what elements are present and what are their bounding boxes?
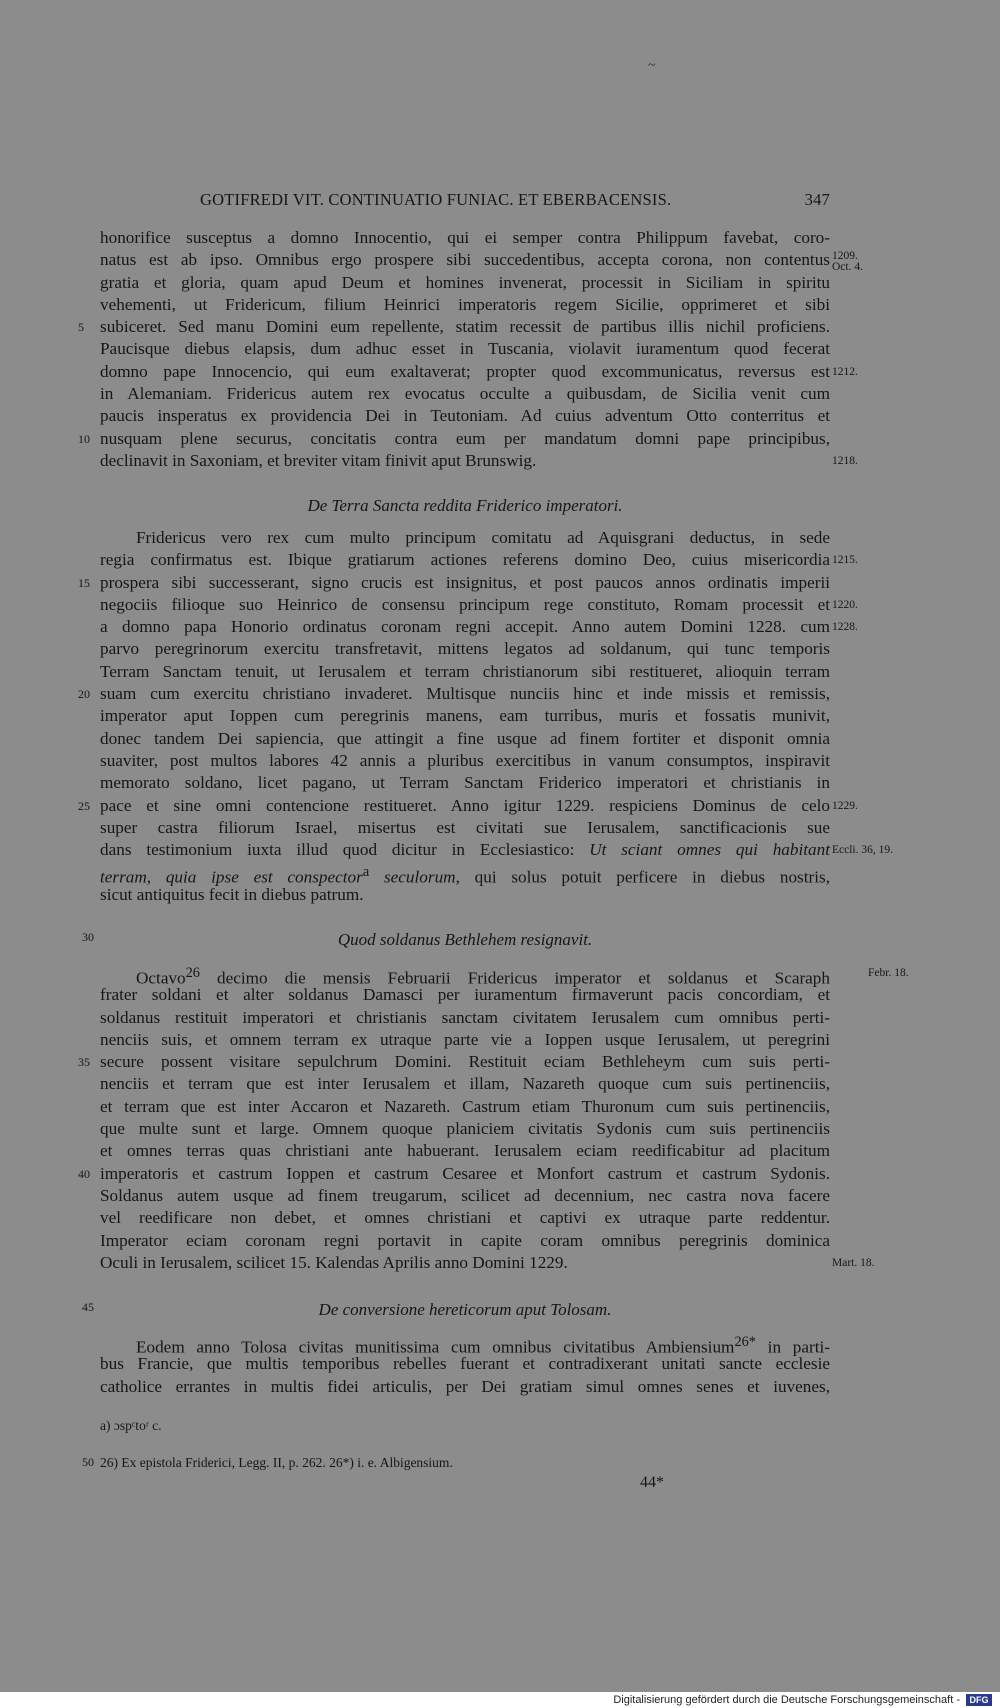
text-segment: dans testimonium iuxta illud quod dicitur in Ecclesiastico: <box>100 840 590 860</box>
footnote-marker: 26* <box>734 1334 756 1350</box>
text-line <box>100 1331 831 1357</box>
text-line <box>100 272 830 294</box>
text-segment: declinavit in Saxoniam, et breviter vitam finivit aput Brunswig. <box>100 450 537 470</box>
text-segment: secure possent visitare sepulchrum Domini. Restituit eciam Bethleheym cum suis perti- <box>100 1052 830 1072</box>
text-line <box>100 594 858 616</box>
text-segment: nusquam plene securus, concitatis contra eum per mandatum domni pape principibus, <box>100 428 830 448</box>
text-segment: negociis filioque suo Heinrico de consensu principum rege constituto, Romam processit et <box>100 594 830 614</box>
text-segment: memorato soldano, licet pagano, ut Terram Sanctam Friderico imperatori et christianis in <box>100 773 830 793</box>
text-line <box>100 450 858 472</box>
text-line <box>100 705 830 727</box>
text-segment: suam cum exercitu christiano invaderet. Multisque nunciis hinc et inde missis et remissis, <box>100 684 830 704</box>
italic-text: seculorum <box>369 868 456 888</box>
text-line <box>100 294 830 316</box>
text-segment: nenciis suis, et omnem terram ex utraque parte vie a Ioppen usque Ierusalem, ut peregrini <box>100 1029 830 1049</box>
text-line <box>100 1140 830 1162</box>
italic-text: terram, quia ipse est conspector <box>100 868 363 888</box>
text-line <box>100 861 830 888</box>
text-segment: natus est ab ipso. Omnibus ergo prospere sibi succedentibus, accepta corona, non contentus <box>100 250 830 270</box>
text-segment: Fridericus vero rex cum multo principum comitatu ad Aquisgrani deductus, in sede <box>136 528 830 547</box>
text-line <box>78 572 830 594</box>
line-number: 30 <box>82 930 94 944</box>
paragraph-1 <box>78 227 863 472</box>
line-number: 35 <box>78 1055 90 1070</box>
text-line <box>78 1051 830 1073</box>
footer-credit[interactable]: Digitalisierung gefördert durch die Deutsche Forschungsgemeinschaft - <box>613 1694 960 1706</box>
text-segment: frater soldani et alter soldanus Damasci per iuramentum firmaverunt pacis concordiam, et <box>100 985 830 1005</box>
text-segment: Paucisque diebus elapsis, dum adhuc esset in Tuscania, violavit iuramentum quod fecerat <box>100 339 830 359</box>
text-line <box>100 661 830 683</box>
text-line <box>78 795 858 817</box>
text-line <box>100 984 830 1006</box>
text-line <box>100 616 858 638</box>
text-segment: imperator aput Ioppen cum peregrinis manens, eam turribus, muris et fossatis munivit, <box>100 706 830 726</box>
text-segment: a domno papa Honorio ordinatus coronam regni accepit. Anno autem Domini 1228. cum <box>100 617 830 637</box>
text-segment: et terram que est inter Accaron et Nazareth. Castrum etiam Thuronum cum suis pertinenciis, <box>100 1096 830 1116</box>
text-segment: donec tandem Dei sapiencia, que attingit a fine usque ad finem fortiter et disponit omnia <box>100 728 830 748</box>
footnote-text: 26) Ex epistola Friderici, Legg. II, p. 262. 26*) i. e. Albigensium. <box>100 1455 453 1470</box>
heading-soldanus <box>82 930 830 950</box>
text-line <box>100 527 830 549</box>
text-line <box>100 962 909 988</box>
text-line <box>100 227 830 249</box>
text-segment: subiceret. Sed manu Domini eum repellente, statim recessit de partibus illis nichil proficiens. <box>100 317 830 337</box>
text-line <box>78 683 830 705</box>
line-number: 15 <box>78 575 90 590</box>
text-line <box>78 316 830 338</box>
footnote-marker: a <box>362 864 370 881</box>
line-number: 50 <box>82 1455 94 1469</box>
text-segment: que multe sunt et large. Omnem quoque planiciem civitatis Sydonis cum suis pertinenciis <box>100 1119 830 1139</box>
text-line <box>100 1029 830 1051</box>
text-segment: catholice errantes in multis fidei articulis, per Dei gratiam simul omnes senes et iuvenes, <box>100 1376 830 1396</box>
text-line <box>100 839 893 861</box>
text-line <box>100 1096 830 1118</box>
text-line <box>100 1007 830 1029</box>
text-segment: gratia et gloria, quam apud Deum et homines invenerat, processit in Siciliam in spiritu <box>100 272 830 292</box>
text-segment: Imperator eciam coronam regni portavit in capite coram omnibus peregrinis dominica <box>100 1230 830 1250</box>
text-line <box>100 383 830 405</box>
text-line <box>78 428 830 450</box>
text-line <box>100 638 830 660</box>
text-line <box>100 249 863 274</box>
text-segment: pace et sine omni contencione restitueret. Anno igitur 1229. respiciens Dominus de celo <box>100 795 830 815</box>
text-segment: vehementi, ut Fridericum, filium Heinrici imperatoris regem Sicilie, opprimeret et sibi <box>100 294 830 314</box>
footnote-a: a) ɔspᶜtoʳ c. <box>100 1418 162 1433</box>
text-segment: prospera sibi successerant, signo crucis est insignitus, et post paucos annos ordinatis imperii <box>100 572 830 592</box>
text-line <box>100 1230 830 1252</box>
text-segment: Oculi in Ierusalem, scilicet 15. Kalendas Aprilis anno Domini 1229. <box>100 1252 568 1272</box>
heading-text: De conversione hereticorum aput Tolosam. <box>318 1300 612 1319</box>
heading-text: Quod soldanus Bethlehem resignavit. <box>337 930 593 949</box>
margin-date: 1218. <box>832 454 858 467</box>
dfg-logo[interactable]: DFG <box>966 1694 992 1706</box>
text-line <box>100 405 830 427</box>
text-segment: bus Francie, que multis temporibus rebelles fuerant et contradixerant unitati sancte ecclesie <box>100 1354 830 1374</box>
text-segment: in Alemaniam. Fridericus autem rex evocatus occulte a quibusdam, de Sicilia venit cum <box>100 384 830 404</box>
text-segment: paucis insperatus ex providencia Dei in Teutoniam. Ad cuius adventum Otto conterritus et <box>100 406 830 426</box>
text-segment: domno pape Innocencio, qui eum exaltaverat; propter quod excommunicatus, reversus est <box>100 361 830 381</box>
text-segment: et omnes terras quas christiani ante habuerant. Ierusalem eciam reedificabitur ad placitum <box>100 1141 830 1161</box>
text-line <box>78 1163 830 1185</box>
scan-mark: ~ <box>648 58 656 73</box>
line-number: 40 <box>78 1166 90 1181</box>
signature-mark: 44* <box>640 1474 664 1491</box>
text-segment: Octavo <box>136 968 186 988</box>
margin-date: 1228. <box>832 621 858 634</box>
line-number: 5 <box>78 320 84 335</box>
margin-date: 1229. <box>832 799 858 812</box>
margin-date: 1209. Oct. 4. <box>832 250 863 274</box>
line-number: 45 <box>82 1300 94 1314</box>
text-line <box>100 817 830 839</box>
text-line <box>100 772 830 794</box>
margin-date: 1212. <box>832 365 858 378</box>
text-line <box>100 1252 875 1274</box>
text-segment: soldanus restituit imperatori et christianis sanctam civitatem Ierusalem cum omnibus perti- <box>100 1007 830 1027</box>
text-segment: vel reedificare non debet, et omnes christiani et captivi ex utraque parte reddentur. <box>100 1208 830 1228</box>
text-segment: honorifice susceptus a domno Innocentio, qui ei semper contra Philippum favebat, coro- <box>100 228 830 247</box>
line-number: 25 <box>78 798 90 813</box>
text-line <box>100 549 858 571</box>
text-line <box>100 361 858 383</box>
line-number: 10 <box>78 431 90 446</box>
text-segment: imperatoris et castrum Ioppen et castrum Cesaree et Monfort castrum et castrum Sydonis. <box>100 1163 830 1183</box>
heading-tolosa <box>82 1300 830 1320</box>
text-segment: in parti- <box>755 1337 831 1357</box>
text-line <box>100 1376 830 1398</box>
text-line <box>100 1118 830 1140</box>
margin-date: Eccli. 36, 19. <box>832 844 893 857</box>
page-number: 347 <box>804 190 830 209</box>
text-segment: Terram Sanctam tenuit, ut Ierusalem et terram christianorum sibi restitueret, alioquin terram <box>100 661 830 681</box>
paragraph-2 <box>78 527 893 906</box>
paragraph-4 <box>100 1331 830 1398</box>
line-number: 20 <box>78 687 90 702</box>
header-title: GOTIFREDI VIT. CONTINUATIO FUNIAC. ET EBERBACENSIS. <box>200 190 672 209</box>
running-header <box>200 190 830 210</box>
heading-terra-sancta: De Terra Sancta reddita Friderico imperatori. <box>307 496 623 515</box>
text-segment: decimo die mensis Februarii Fridericus imperator et soldanus et Scaraph <box>199 968 830 988</box>
italic-text: Ut sciant omnes qui habitant <box>589 840 831 860</box>
text-line <box>100 338 830 360</box>
text-segment: nenciis et terram que est inter Ierusalem et illam, Nazareth quoque cum suis pertinenciis, <box>100 1074 830 1094</box>
margin-date: 1220. <box>832 598 858 611</box>
margin-date: 1215. <box>832 554 858 567</box>
text-segment: sicut antiquitus fecit in diebus patrum. <box>100 884 364 904</box>
text-segment: Soldanus autem usque ad finem treugarum, scilicet ad decennium, nec castra nova facere <box>100 1185 830 1205</box>
text-line <box>100 728 830 750</box>
footnote-marker: 26 <box>185 965 200 981</box>
text-line <box>100 1185 830 1207</box>
text-line <box>100 884 830 906</box>
text-segment: Eodem anno Tolosa civitas munitissima cum omnibus civitatibus Ambiensium <box>136 1337 735 1357</box>
text-line <box>100 1353 830 1375</box>
margin-date: Febr. 18. <box>868 967 909 979</box>
paragraph-3 <box>78 962 909 1274</box>
text-segment: suaviter, post multos labores 42 annis a pluribus exercitibus in vanum consumptos, inspiravit <box>100 750 830 770</box>
text-line <box>100 750 830 772</box>
text-segment: regia confirmatus est. Ibique gratiarum actiones referens domino Deo, cuius misericordia <box>100 550 830 570</box>
text-line <box>100 1073 830 1095</box>
text-line <box>100 1207 830 1229</box>
text-segment: super castra filiorum Israel, misertus est civitati sue Ierusalem, sanctificacionis sue <box>100 817 830 837</box>
footnote-26 <box>82 1455 453 1471</box>
text-segment: , qui solus potuit perficere in diebus nostris, <box>455 868 830 888</box>
text-segment: parvo peregrinorum exercitu transfretavit, mittens legatos ad soldanum, qui tunc temporis <box>100 639 830 659</box>
margin-date: Mart. 18. <box>832 1256 875 1269</box>
